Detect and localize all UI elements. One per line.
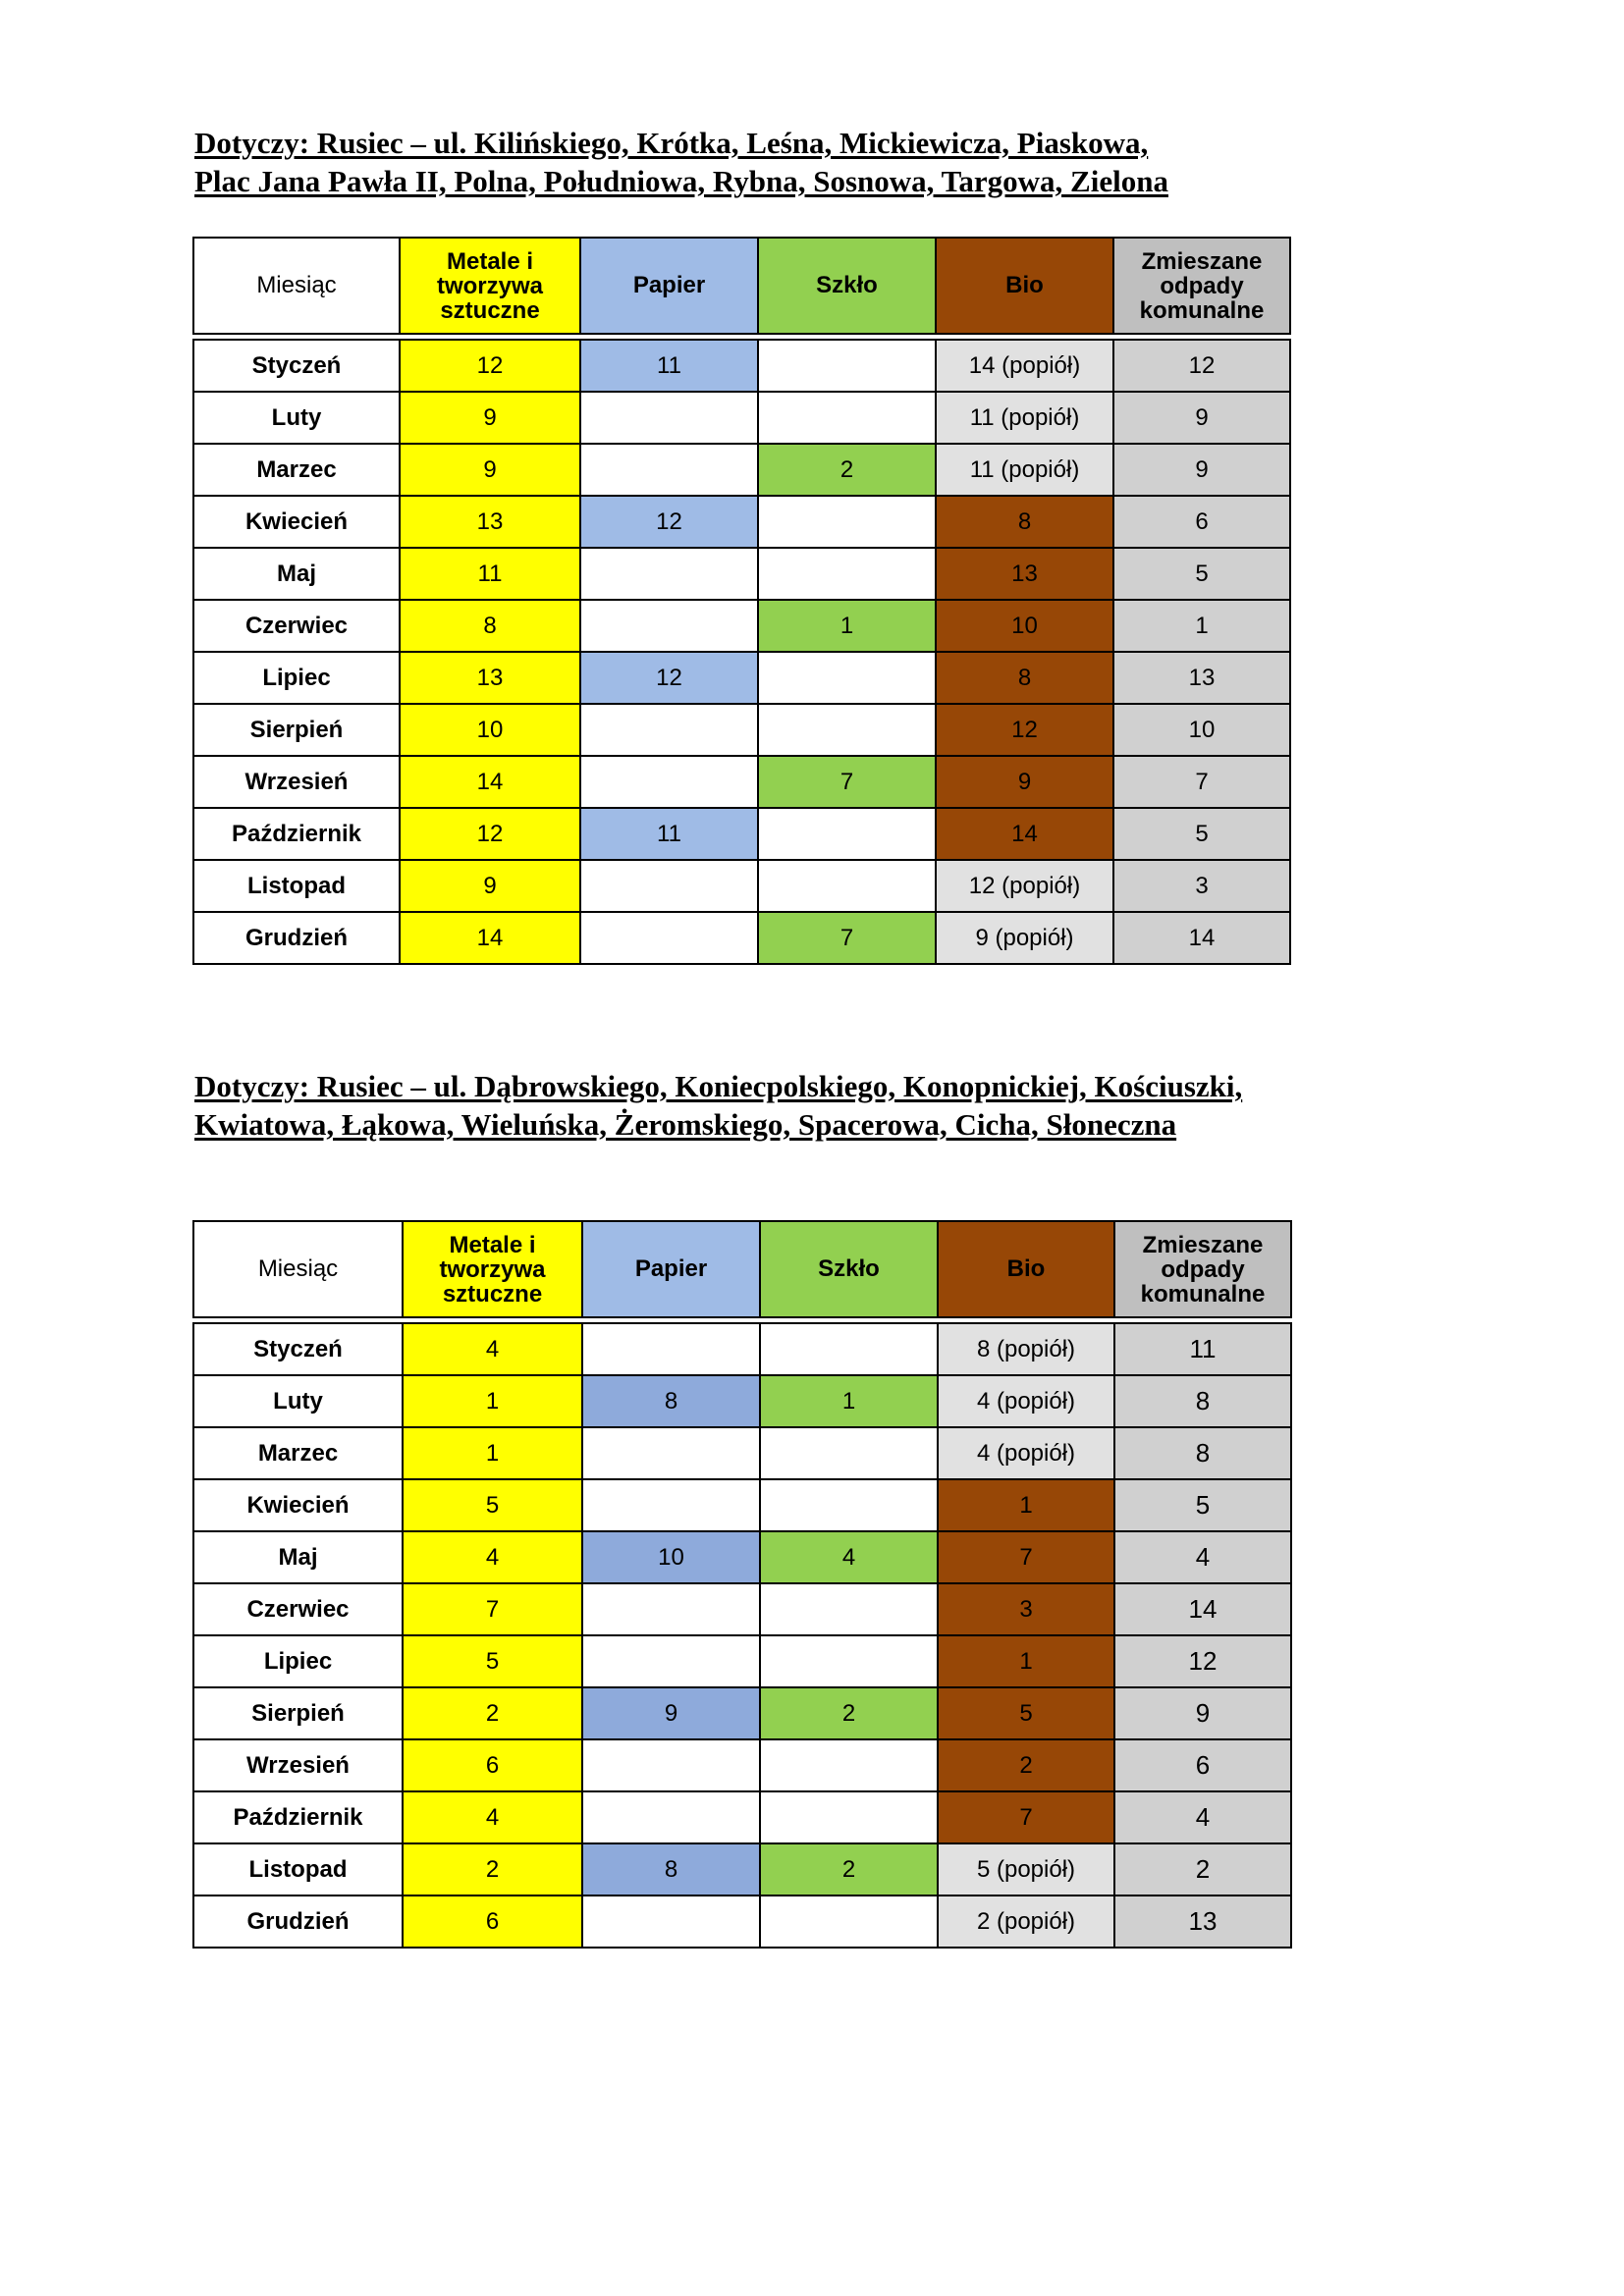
- glass-cell: [760, 1427, 938, 1479]
- paper-cell: [580, 392, 758, 444]
- glass-cell: [758, 340, 936, 392]
- table-row: [193, 600, 1290, 652]
- paper-cell: [582, 1791, 760, 1843]
- schedule-table-2-body: [193, 1221, 1291, 1948]
- bio-cell: 9 (popiół): [936, 912, 1113, 964]
- bio-cell: 14 (popiół): [936, 340, 1113, 392]
- metal-plastic-cell: 9: [400, 444, 580, 496]
- mixed-waste-cell: 8: [1114, 1427, 1291, 1479]
- metal-plastic-cell: 9: [400, 860, 580, 912]
- glass-cell: [758, 860, 936, 912]
- mixed-waste-cell: 6: [1113, 496, 1290, 548]
- bio-cell: 8 (popiół): [938, 1323, 1114, 1375]
- glass-cell: 2: [758, 444, 936, 496]
- header-mixed-waste: Zmieszane odpady komunalne: [1113, 238, 1290, 334]
- bio-cell: 4 (popiół): [938, 1427, 1114, 1479]
- table-row: [193, 808, 1290, 860]
- table-row: [193, 392, 1290, 444]
- mixed-waste-cell: 10: [1113, 704, 1290, 756]
- month-cell: Maj: [193, 1531, 403, 1583]
- month-cell: Sierpień: [193, 1687, 403, 1739]
- paper-cell: [580, 860, 758, 912]
- paper-cell: [580, 444, 758, 496]
- table-row: [193, 496, 1290, 548]
- paper-cell: 10: [582, 1531, 760, 1583]
- section-1-title-line-2: Plac Jana Pawła II, Polna, Południowa, Rybna, Sosnowa, Targowa, Zielona: [194, 164, 1168, 198]
- paper-cell: [580, 548, 758, 600]
- table-row: [193, 1687, 1291, 1739]
- header-bio: Bio: [938, 1221, 1114, 1317]
- glass-cell: [760, 1791, 938, 1843]
- mixed-waste-cell: 12: [1114, 1635, 1291, 1687]
- bio-cell: 3: [938, 1583, 1114, 1635]
- month-cell: Sierpień: [193, 704, 400, 756]
- mixed-waste-cell: 13: [1113, 652, 1290, 704]
- bio-cell: 1: [938, 1479, 1114, 1531]
- table-row: [193, 548, 1290, 600]
- schedule-table-1: [192, 237, 1291, 965]
- month-cell: Luty: [193, 1375, 403, 1427]
- month-cell: Czerwiec: [193, 1583, 403, 1635]
- paper-cell: [582, 1479, 760, 1531]
- mixed-waste-cell: 4: [1114, 1791, 1291, 1843]
- metal-plastic-cell: 7: [403, 1583, 582, 1635]
- header-bio: Bio: [936, 238, 1113, 334]
- mixed-waste-cell: 7: [1113, 756, 1290, 808]
- bio-cell: 12 (popiół): [936, 860, 1113, 912]
- month-cell: Wrzesień: [193, 1739, 403, 1791]
- bio-cell: 2: [938, 1739, 1114, 1791]
- month-cell: Wrzesień: [193, 756, 400, 808]
- bio-cell: 11 (popiół): [936, 392, 1113, 444]
- metal-plastic-cell: 14: [400, 756, 580, 808]
- glass-cell: 4: [760, 1531, 938, 1583]
- metal-plastic-cell: 4: [403, 1791, 582, 1843]
- mixed-waste-cell: 9: [1114, 1687, 1291, 1739]
- paper-cell: [580, 756, 758, 808]
- mixed-waste-cell: 5: [1114, 1479, 1291, 1531]
- paper-cell: 9: [582, 1687, 760, 1739]
- metal-plastic-cell: 5: [403, 1479, 582, 1531]
- metal-plastic-cell: 8: [400, 600, 580, 652]
- paper-cell: [582, 1323, 760, 1375]
- bio-cell: 8: [936, 652, 1113, 704]
- header-glass: Szkło: [760, 1221, 938, 1317]
- month-cell: Czerwiec: [193, 600, 400, 652]
- month-cell: Październik: [193, 808, 400, 860]
- mixed-waste-cell: 13: [1114, 1896, 1291, 1948]
- glass-cell: [760, 1739, 938, 1791]
- mixed-waste-cell: 5: [1113, 808, 1290, 860]
- section-2-title-block: [194, 1067, 1373, 1144]
- section-1-title-block: [194, 124, 1373, 200]
- mixed-waste-cell: 14: [1114, 1583, 1291, 1635]
- table-row: [193, 1323, 1291, 1375]
- schedule-table-2: [192, 1220, 1292, 1949]
- table-row: [193, 1531, 1291, 1583]
- header-metal-plastic: Metale i tworzywa sztuczne: [403, 1221, 582, 1317]
- paper-cell: 11: [580, 808, 758, 860]
- glass-cell: 2: [760, 1687, 938, 1739]
- bio-cell: 7: [938, 1791, 1114, 1843]
- bio-cell: 2 (popiół): [938, 1896, 1114, 1948]
- glass-cell: [758, 548, 936, 600]
- glass-cell: [760, 1896, 938, 1948]
- bio-cell: 11 (popiół): [936, 444, 1113, 496]
- bio-cell: 13: [936, 548, 1113, 600]
- glass-cell: 1: [758, 600, 936, 652]
- mixed-waste-cell: 14: [1113, 912, 1290, 964]
- metal-plastic-cell: 12: [400, 808, 580, 860]
- metal-plastic-cell: 13: [400, 652, 580, 704]
- month-cell: Maj: [193, 548, 400, 600]
- glass-cell: [758, 808, 936, 860]
- mixed-waste-cell: 3: [1113, 860, 1290, 912]
- header-metal-plastic: Metale i tworzywa sztuczne: [400, 238, 580, 334]
- month-cell: Styczeń: [193, 1323, 403, 1375]
- header-glass: Szkło: [758, 238, 936, 334]
- metal-plastic-cell: 4: [403, 1531, 582, 1583]
- paper-cell: 8: [582, 1375, 760, 1427]
- month-cell: Lipiec: [193, 652, 400, 704]
- metal-plastic-cell: 5: [403, 1635, 582, 1687]
- paper-cell: 12: [580, 496, 758, 548]
- metal-plastic-cell: 6: [403, 1739, 582, 1791]
- paper-cell: [580, 600, 758, 652]
- month-cell: Marzec: [193, 444, 400, 496]
- bio-cell: 14: [936, 808, 1113, 860]
- section-1-title-line-1: Dotyczy: Rusiec – ul. Kilińskiego, Krótka, Leśna, Mickiewicza, Piaskowa,: [194, 126, 1149, 160]
- mixed-waste-cell: 8: [1114, 1375, 1291, 1427]
- bio-cell: 5 (popiół): [938, 1843, 1114, 1896]
- table-row: [193, 704, 1290, 756]
- glass-cell: [760, 1583, 938, 1635]
- paper-cell: 8: [582, 1843, 760, 1896]
- mixed-waste-cell: 12: [1113, 340, 1290, 392]
- table-row: [193, 340, 1290, 392]
- bio-cell: 12: [936, 704, 1113, 756]
- table-row: [193, 1427, 1291, 1479]
- month-cell: Kwiecień: [193, 496, 400, 548]
- table-row: [193, 1375, 1291, 1427]
- table-row: [193, 860, 1290, 912]
- paper-cell: 12: [580, 652, 758, 704]
- table-header-row: [193, 238, 1290, 334]
- glass-cell: [758, 392, 936, 444]
- metal-plastic-cell: 1: [403, 1375, 582, 1427]
- table-row: [193, 1843, 1291, 1896]
- glass-cell: [758, 496, 936, 548]
- month-cell: Styczeń: [193, 340, 400, 392]
- paper-cell: 11: [580, 340, 758, 392]
- section-2-title-line-1: Dotyczy: Rusiec – ul. Dąbrowskiego, Koniecpolskiego, Konopnickiej, Kościuszki,: [194, 1069, 1243, 1103]
- month-cell: Luty: [193, 392, 400, 444]
- month-cell: Marzec: [193, 1427, 403, 1479]
- bio-cell: 1: [938, 1635, 1114, 1687]
- bio-cell: 4 (popiół): [938, 1375, 1114, 1427]
- metal-plastic-cell: 9: [400, 392, 580, 444]
- metal-plastic-cell: 2: [403, 1687, 582, 1739]
- bio-cell: 5: [938, 1687, 1114, 1739]
- mixed-waste-cell: 1: [1113, 600, 1290, 652]
- bio-cell: 9: [936, 756, 1113, 808]
- mixed-waste-cell: 11: [1114, 1323, 1291, 1375]
- glass-cell: [760, 1323, 938, 1375]
- header-month: Miesiąc: [193, 238, 400, 334]
- header-paper: Papier: [582, 1221, 760, 1317]
- paper-cell: [580, 704, 758, 756]
- metal-plastic-cell: 6: [403, 1896, 582, 1948]
- month-cell: Lipiec: [193, 1635, 403, 1687]
- glass-cell: [760, 1635, 938, 1687]
- schedule-table-1-body: [193, 238, 1290, 964]
- table-header-row: [193, 1221, 1291, 1317]
- glass-cell: 7: [758, 912, 936, 964]
- table-row: [193, 1479, 1291, 1531]
- glass-cell: 7: [758, 756, 936, 808]
- table-row: [193, 756, 1290, 808]
- glass-cell: [760, 1479, 938, 1531]
- month-cell: Październik: [193, 1791, 403, 1843]
- month-cell: Kwiecień: [193, 1479, 403, 1531]
- mixed-waste-cell: 9: [1113, 444, 1290, 496]
- glass-cell: [758, 652, 936, 704]
- mixed-waste-cell: 6: [1114, 1739, 1291, 1791]
- header-paper: Papier: [580, 238, 758, 334]
- mixed-waste-cell: 4: [1114, 1531, 1291, 1583]
- table-row: [193, 1583, 1291, 1635]
- section-2-title-line-2: Kwiatowa, Łąkowa, Wieluńska, Żeromskiego, Spacerowa, Cicha, Słoneczna: [194, 1107, 1177, 1142]
- bio-cell: 7: [938, 1531, 1114, 1583]
- bio-cell: 10: [936, 600, 1113, 652]
- table-row: [193, 1635, 1291, 1687]
- month-cell: Listopad: [193, 860, 400, 912]
- metal-plastic-cell: 11: [400, 548, 580, 600]
- metal-plastic-cell: 4: [403, 1323, 582, 1375]
- header-mixed-waste: Zmieszane odpady komunalne: [1114, 1221, 1291, 1317]
- table-row: [193, 444, 1290, 496]
- paper-cell: [580, 912, 758, 964]
- table-row: [193, 912, 1290, 964]
- metal-plastic-cell: 10: [400, 704, 580, 756]
- metal-plastic-cell: 13: [400, 496, 580, 548]
- bio-cell: 8: [936, 496, 1113, 548]
- glass-cell: [758, 704, 936, 756]
- metal-plastic-cell: 1: [403, 1427, 582, 1479]
- table-row: [193, 1739, 1291, 1791]
- glass-cell: 1: [760, 1375, 938, 1427]
- table-row: [193, 1896, 1291, 1948]
- month-cell: Grudzień: [193, 1896, 403, 1948]
- glass-cell: 2: [760, 1843, 938, 1896]
- mixed-waste-cell: 9: [1113, 392, 1290, 444]
- month-cell: Grudzień: [193, 912, 400, 964]
- header-month: Miesiąc: [193, 1221, 403, 1317]
- metal-plastic-cell: 2: [403, 1843, 582, 1896]
- paper-cell: [582, 1739, 760, 1791]
- mixed-waste-cell: 5: [1113, 548, 1290, 600]
- table-row: [193, 1791, 1291, 1843]
- paper-cell: [582, 1635, 760, 1687]
- metal-plastic-cell: 14: [400, 912, 580, 964]
- metal-plastic-cell: 12: [400, 340, 580, 392]
- paper-cell: [582, 1896, 760, 1948]
- paper-cell: [582, 1427, 760, 1479]
- mixed-waste-cell: 2: [1114, 1843, 1291, 1896]
- month-cell: Listopad: [193, 1843, 403, 1896]
- table-row: [193, 652, 1290, 704]
- paper-cell: [582, 1583, 760, 1635]
